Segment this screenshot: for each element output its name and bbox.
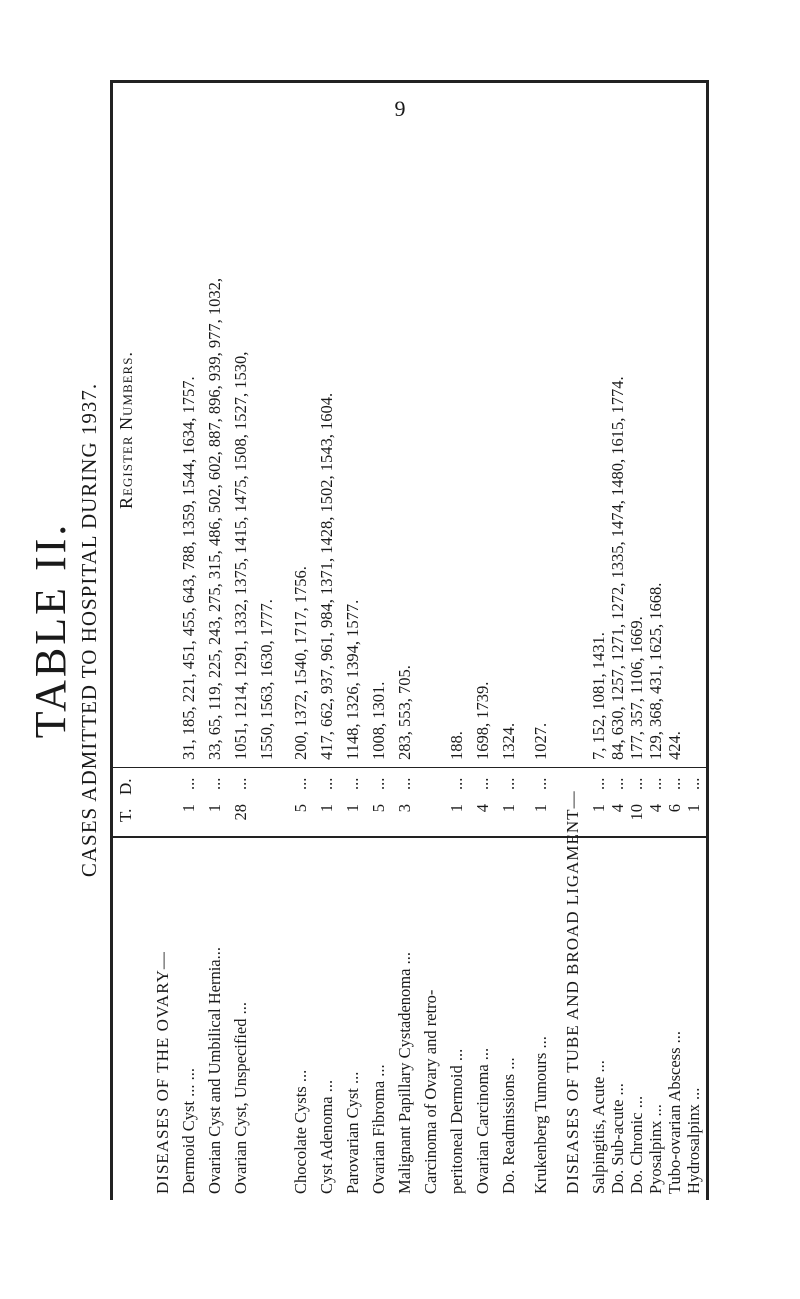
count-d: ...	[627, 777, 646, 790]
diagnosis-name: Dermoid Cyst ... ...	[179, 1067, 198, 1194]
table-row	[228, 80, 254, 1200]
diagnosis-name: Malignant Papillary Cystadenoma ...	[395, 952, 414, 1194]
count-d: ...	[231, 777, 250, 790]
table-row	[496, 80, 522, 1200]
register-numbers: 31, 185, 221, 451, 455, 643, 788, 1359, 1544, 1634, 1757.	[179, 376, 198, 760]
count-d: ...	[179, 777, 198, 790]
count-t: 1	[684, 804, 703, 813]
table-row	[202, 80, 228, 1200]
diagnosis-name: Ovarian Carcinoma ...	[473, 1047, 492, 1194]
table-row	[314, 80, 340, 1200]
count-t: 28	[231, 804, 250, 821]
count-d: ...	[589, 777, 608, 790]
count-t: 1	[205, 804, 224, 813]
section-heading: DISEASES OF THE OVARY—	[153, 951, 172, 1194]
count-d: ...	[343, 777, 362, 790]
diagnosis-name: Ovarian Fibroma ...	[369, 1064, 388, 1194]
diagnosis-name: Salpingitis, Acute ...	[589, 1060, 608, 1194]
register-numbers: 424.	[665, 731, 684, 760]
count-t: 1	[317, 804, 336, 813]
diagnosis-name: Do. Readmissions ...	[499, 1057, 518, 1194]
register-numbers: 283, 553, 705.	[395, 665, 414, 760]
diagnosis-name: Pyosalpinx ...	[646, 1104, 665, 1194]
register-numbers: 200, 1372, 1540, 1717, 1756.	[291, 566, 310, 760]
count-d: ...	[291, 777, 310, 790]
register-numbers: 1550, 1563, 1630, 1777.	[257, 599, 276, 760]
register-numbers: 1698, 1739.	[473, 681, 492, 760]
header-t: T.	[116, 808, 135, 822]
register-numbers: 188.	[447, 731, 466, 760]
count-d: ...	[684, 777, 703, 790]
count-d: ...	[395, 777, 414, 790]
count-t: 5	[369, 804, 388, 813]
table-row	[366, 80, 392, 1200]
table-frame	[110, 80, 710, 1200]
diagnosis-name: Ovarian Cyst, Unspecified ...	[231, 1002, 250, 1194]
diagnosis-name: Cyst Adenoma ...	[317, 1079, 336, 1194]
diagnosis-name: Chocolate Cysts ...	[291, 1069, 310, 1194]
count-d: ...	[531, 777, 550, 790]
diagnosis-name: Carcinoma of Ovary and retro-	[421, 989, 440, 1194]
register-numbers: 1008, 1301.	[369, 681, 388, 760]
register-numbers: 1324.	[499, 722, 518, 760]
count-t: 4	[646, 804, 665, 813]
table-row	[681, 80, 707, 1200]
register-numbers: 417, 662, 937, 961, 984, 1371, 1428, 1502, 1543, 1604.	[317, 392, 336, 760]
diagnosis-name: Hydrosalpinx ...	[684, 1087, 703, 1194]
count-d: ...	[205, 777, 224, 790]
rotated-table-page	[26, 60, 720, 1200]
diagnosis-name: peritoneal Dermoid ...	[447, 1048, 466, 1194]
count-t: 4	[608, 804, 627, 813]
register-numbers: 33, 65, 119, 225, 243, 275, 315, 486, 502, 602, 887, 896, 939, 977, 1032,	[205, 277, 224, 760]
register-numbers: 1148, 1326, 1394, 1577.	[343, 599, 362, 760]
register-numbers: 1051, 1214, 1291, 1332, 1375, 1415, 1475, 1508, 1527, 1530,	[231, 351, 250, 760]
count-d: ...	[447, 777, 466, 790]
count-t: 10	[627, 804, 646, 821]
top-rule	[110, 80, 113, 1200]
count-t: 1	[179, 804, 198, 813]
count-t: 1	[589, 804, 608, 813]
table-row	[288, 80, 314, 1200]
diagnosis-name: Krukenberg Tumours ...	[531, 1036, 550, 1194]
table-row	[340, 80, 366, 1200]
table-title: TABLE II.	[26, 521, 75, 739]
header-register-numbers: Register Numbers.	[116, 351, 136, 509]
count-t: 1	[343, 804, 362, 813]
register-numbers: 1027.	[531, 722, 550, 760]
register-numbers: 177, 357, 1106, 1669.	[627, 616, 646, 760]
diagnosis-name: Do. Chronic ...	[627, 1095, 646, 1194]
table-row	[254, 80, 280, 1200]
count-t: 3	[395, 804, 414, 813]
diagnosis-name: Ovarian Cyst and Umbilical Hernia...	[205, 947, 224, 1194]
register-numbers: 7, 152, 1081, 1431.	[589, 632, 608, 760]
page-number: 9	[394, 96, 406, 121]
table-row	[392, 80, 418, 1200]
count-t: 1	[447, 804, 466, 813]
count-t: 6	[665, 804, 684, 813]
diagnosis-name: Parovarian Cyst ...	[343, 1071, 362, 1194]
table-row	[470, 80, 496, 1200]
count-t: 1	[499, 804, 518, 813]
section-heading: DISEASES OF TUBE AND BROAD LIGAMENT—	[563, 790, 582, 1194]
count-t: 1	[531, 804, 550, 813]
header-d: D.	[116, 778, 135, 795]
table-row	[418, 80, 444, 1200]
table-row	[176, 80, 202, 1200]
count-d: ...	[665, 777, 684, 790]
register-numbers: 129, 368, 431, 1625, 1668.	[646, 582, 665, 760]
diagnosis-name: Tubo-ovarian Abscess ...	[665, 1030, 684, 1194]
count-t: 5	[291, 804, 310, 813]
count-d: ...	[473, 777, 492, 790]
count-d: ...	[499, 777, 518, 790]
register-numbers: 84, 630, 1257, 1271, 1272, 1335, 1474, 1480, 1615, 1774.	[608, 376, 627, 760]
count-d: ...	[369, 777, 388, 790]
table-row	[444, 80, 470, 1200]
count-d: ...	[646, 777, 665, 790]
diagnosis-name: Do. Sub-acute ...	[608, 1083, 627, 1194]
count-d: ...	[317, 777, 336, 790]
table-subtitle: CASES ADMITTED TO HOSPITAL DURING 1937.	[77, 382, 101, 878]
count-t: 4	[473, 804, 492, 813]
table-row	[528, 80, 554, 1200]
count-d: ...	[608, 777, 627, 790]
